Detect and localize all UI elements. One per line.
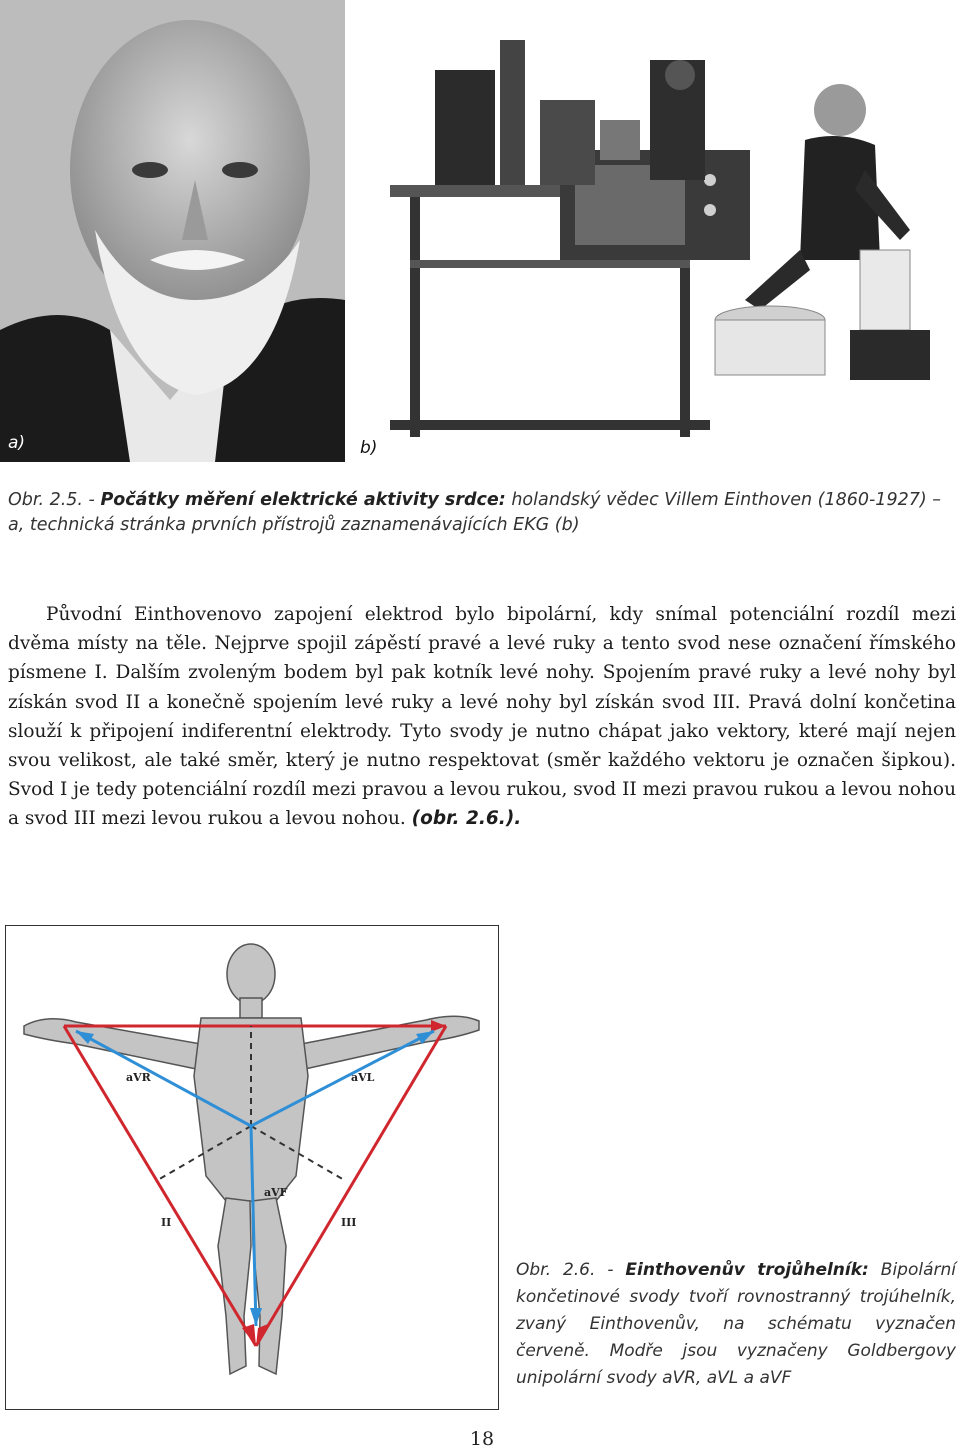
photo-label-b: b) xyxy=(360,438,378,458)
label-avl: aVL xyxy=(351,1071,375,1084)
figure-reference: (obr. 2.6.). xyxy=(411,808,522,830)
caption-2-number: Obr. 2.6. - xyxy=(516,1260,626,1280)
portrait-photo xyxy=(0,0,345,462)
portrait-illustration xyxy=(0,0,345,462)
einthoven-triangle-figure xyxy=(5,925,499,1410)
einthoven-diagram xyxy=(6,926,497,1408)
caption-2-text: Bipolární končetinové svody tvoří rovnostranný trojúhelník, zvaný Einthovenův, na schématu vyznačen červeně. Modře jsou vyznačeny Goldbergovy unipolární svody aVR, aVL a aVF xyxy=(516,1260,956,1388)
apparatus-illustration xyxy=(350,0,960,462)
photo-label-a: a) xyxy=(8,433,26,453)
paragraph-text: Původní Einthovenovo zapojení elektrod bylo bipolární, kdy snímal potenciální rozdíl mezi dvěma místy na těle. Nejprve spojil zápěstí pravé a levé ruky a tento svod nese označení římského písmene I. Dalším zvoleným bodem byl pak kotník levé nohy. Spojením pravé ruky a levé nohy byl získán svod II a konečně spojením levé ruky a levé nohy byl získán svod III. Pravá dolní končetina slouží k připojení indiferentní elektrody. Tyto svody je nutno chápat jako vektory, které mají nejen svou velikost, ale také směr, který je nutno respektovat (směr každého vektoru je označen šipkou). Svod I je tedy potenciální rozdíl mezi pravou a levou rukou, svod II mezi pravou rukou a levou nohou a svod III mezi levou rukou a levou nohou. xyxy=(8,604,956,830)
label-avf: aVF xyxy=(264,1186,288,1199)
caption-number: Obr. 2.5. - xyxy=(8,490,101,510)
label-lead-iii: III xyxy=(341,1216,357,1229)
caption-text: holandský vědec Villem Einthoven (1860-1927) – a, technická stránka prvních přístrojů zaznamenávajících EKG (b) xyxy=(8,490,941,535)
ecg-apparatus-photo xyxy=(350,0,960,462)
body-paragraph xyxy=(8,600,956,834)
figure-caption-2-6 xyxy=(516,1257,956,1392)
caption-title: Počátky měření elektrické aktivity srdce: xyxy=(100,490,506,510)
label-lead-ii: II xyxy=(161,1216,172,1229)
label-avr: aVR xyxy=(126,1071,151,1084)
caption-2-title: Einthovenův trojůhelník: xyxy=(625,1260,869,1280)
page-number: 18 xyxy=(469,1428,495,1450)
figure-caption-2-5 xyxy=(8,488,956,538)
